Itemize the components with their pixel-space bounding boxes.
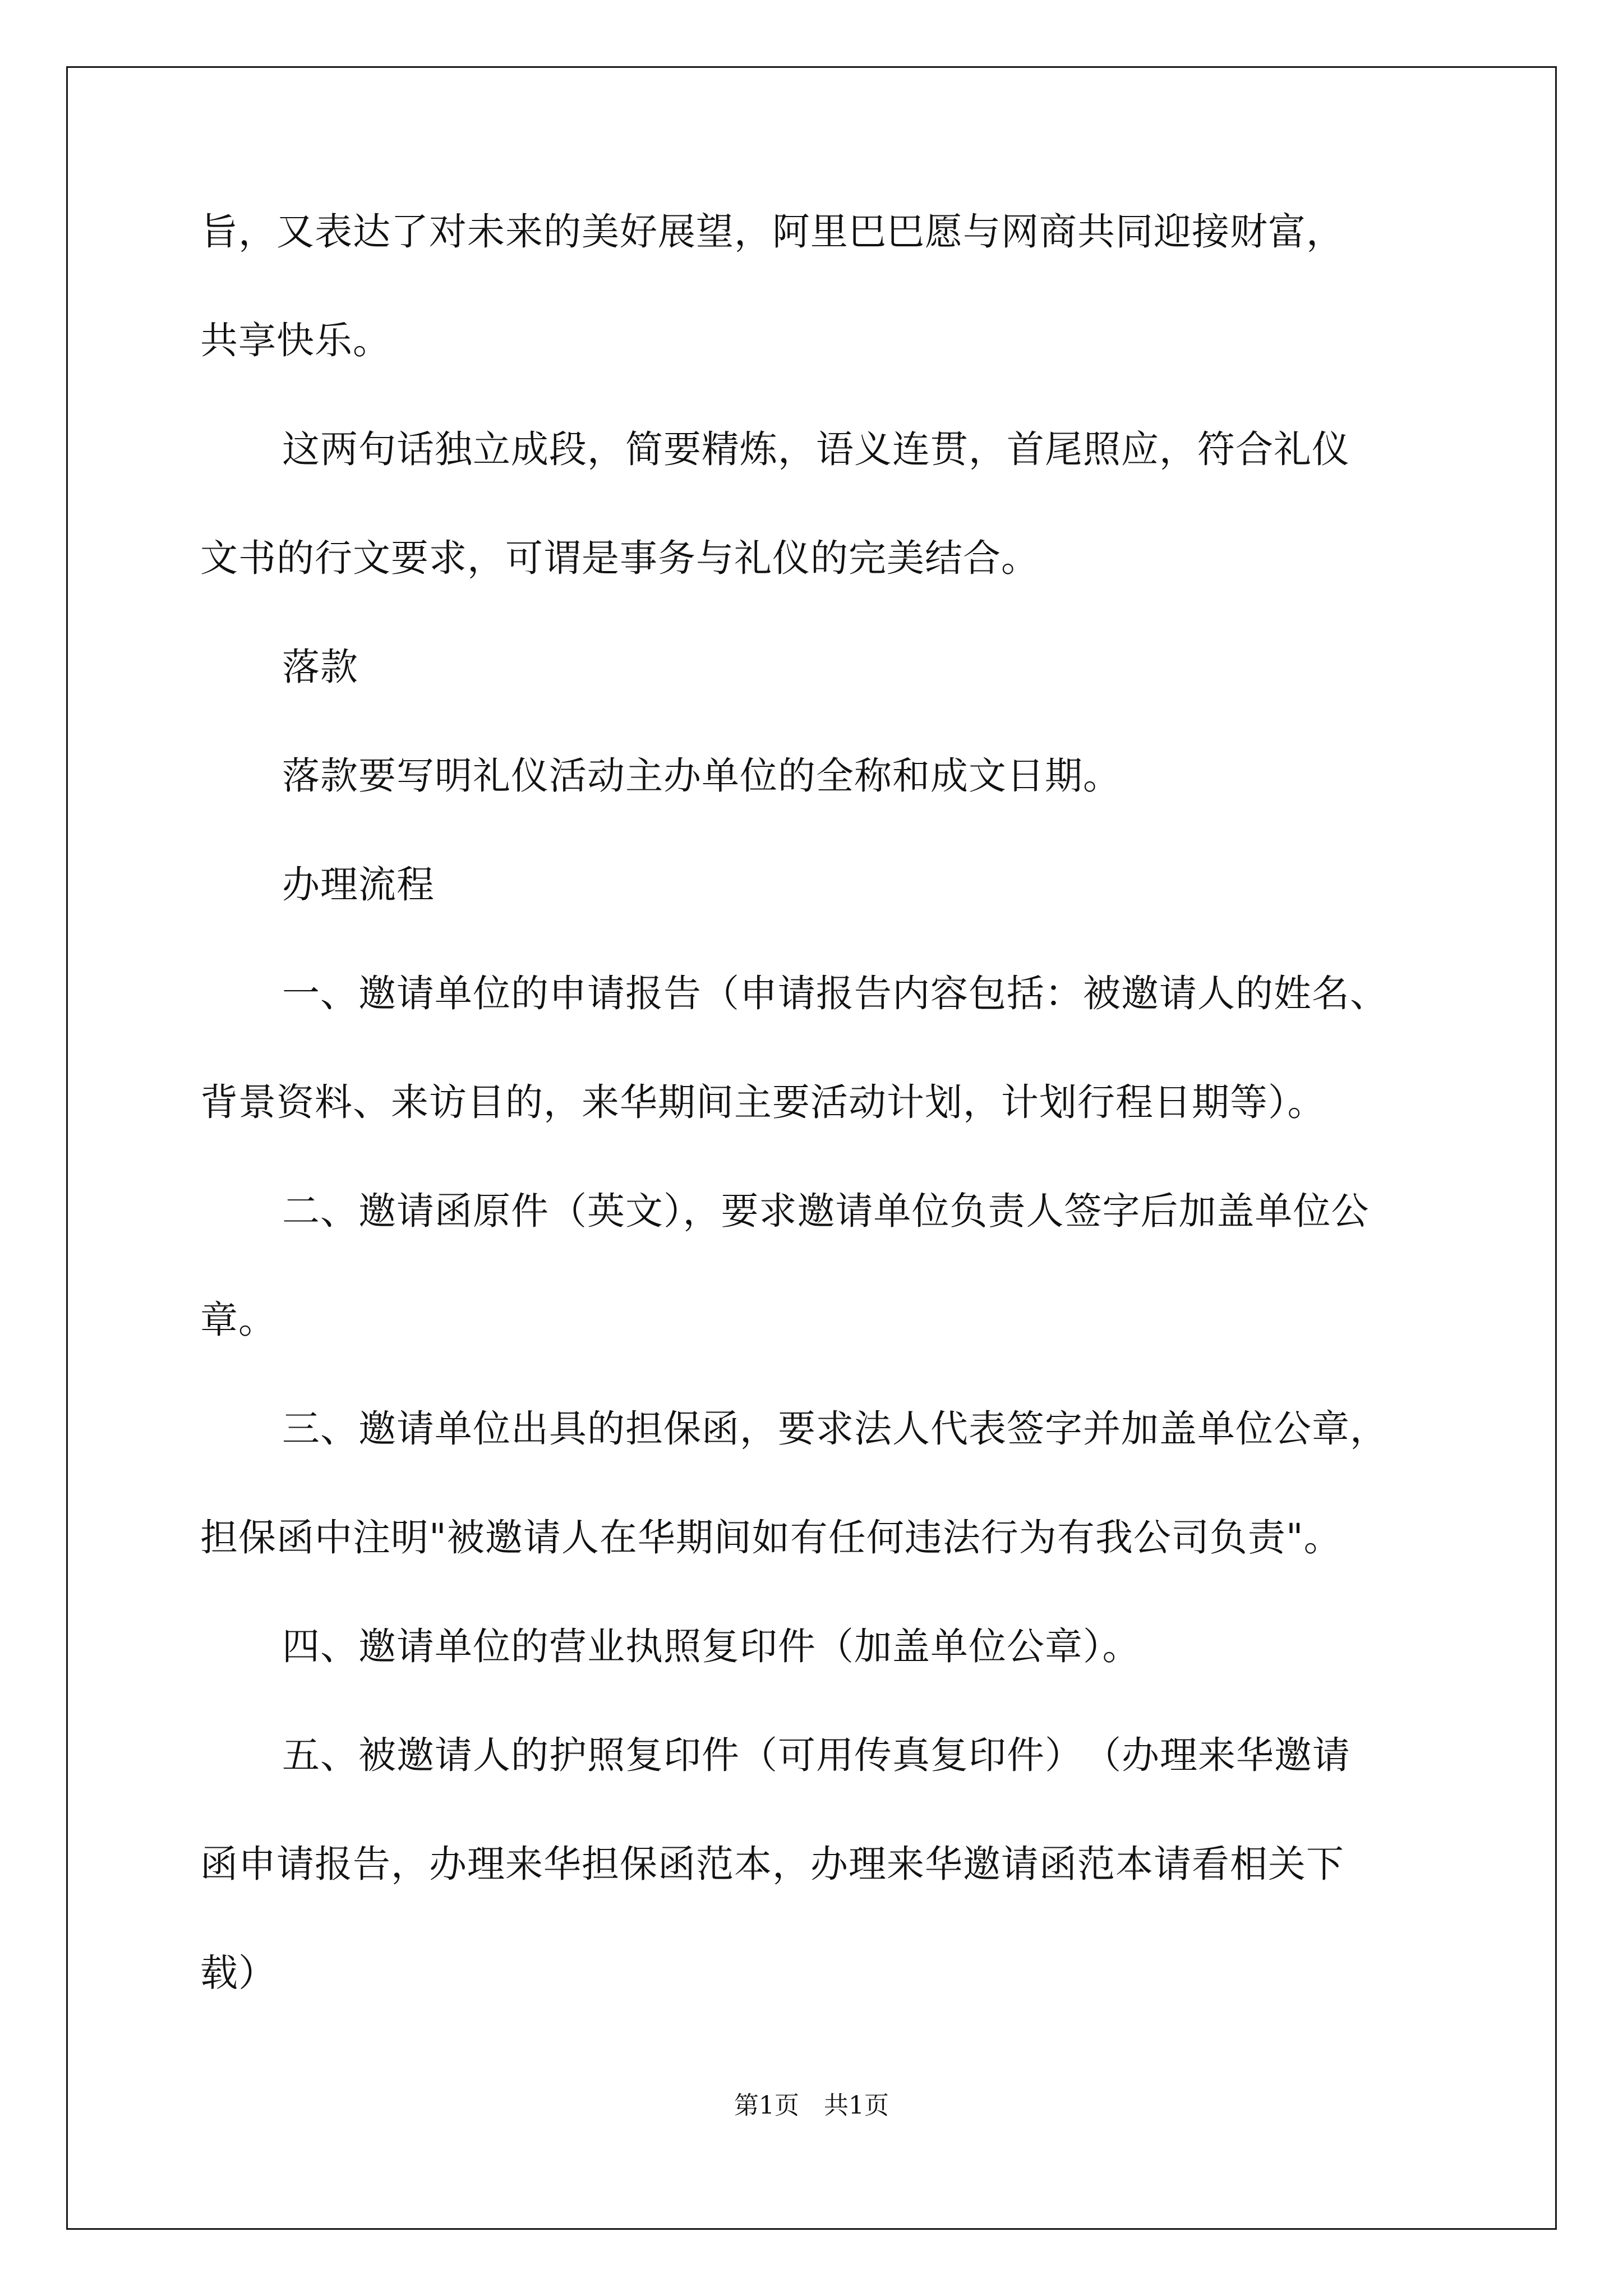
section-heading: 办理流程: [282, 863, 435, 907]
list-item-line: 背景资料、来访目的，来华期间主要活动计划，计划行程日期等）。: [200, 1080, 1326, 1124]
paragraph-continuation-line: 旨，又表达了对未来的美好展望，阿里巴巴愿与网商共同迎接财富，: [200, 210, 1344, 254]
list-item-line: 担保函中注明"被邀请人在华期间如有任何违法行为有我公司负责"。: [200, 1516, 1342, 1559]
list-item-line: 四、邀请单位的营业执照复印件（加盖单位公章）。: [282, 1625, 1141, 1668]
section-heading: 落款: [282, 645, 358, 689]
paragraph-first-line: 落款要写明礼仪活动主办单位的全称和成文日期。: [282, 754, 1121, 798]
list-item-line: 函申请报告，办理来华担保函范本，办理来华邀请函范本请看相关下: [200, 1842, 1344, 1886]
list-item-line: 一、邀请单位的申请报告（申请报告内容包括：被邀请人的姓名、: [282, 972, 1388, 1015]
list-item-line: 二、邀请函原件（英文），要求邀请单位负责人签字后加盖单位公: [282, 1189, 1370, 1233]
paragraph-line: 文书的行文要求，可谓是事务与礼仪的完美结合。: [200, 536, 1039, 580]
page-border: [66, 66, 1557, 2230]
list-item-line: 三、邀请单位出具的担保函，要求法人代表签字并加盖单位公章，: [282, 1407, 1388, 1451]
page-number-footer: 第1页 共1页: [734, 2091, 889, 2120]
list-item-line: 章。: [200, 1298, 276, 1342]
paragraph-continuation-line: 共享快乐。: [200, 319, 391, 362]
list-item-line: 载）: [200, 1951, 276, 1995]
paragraph-first-line: 这两句话独立成段，简要精炼，语义连贯，首尾照应，符合礼仪: [282, 427, 1350, 471]
list-item-line: 五、被邀请人的护照复印件（可用传真复印件） （办理来华邀请: [282, 1733, 1350, 1777]
